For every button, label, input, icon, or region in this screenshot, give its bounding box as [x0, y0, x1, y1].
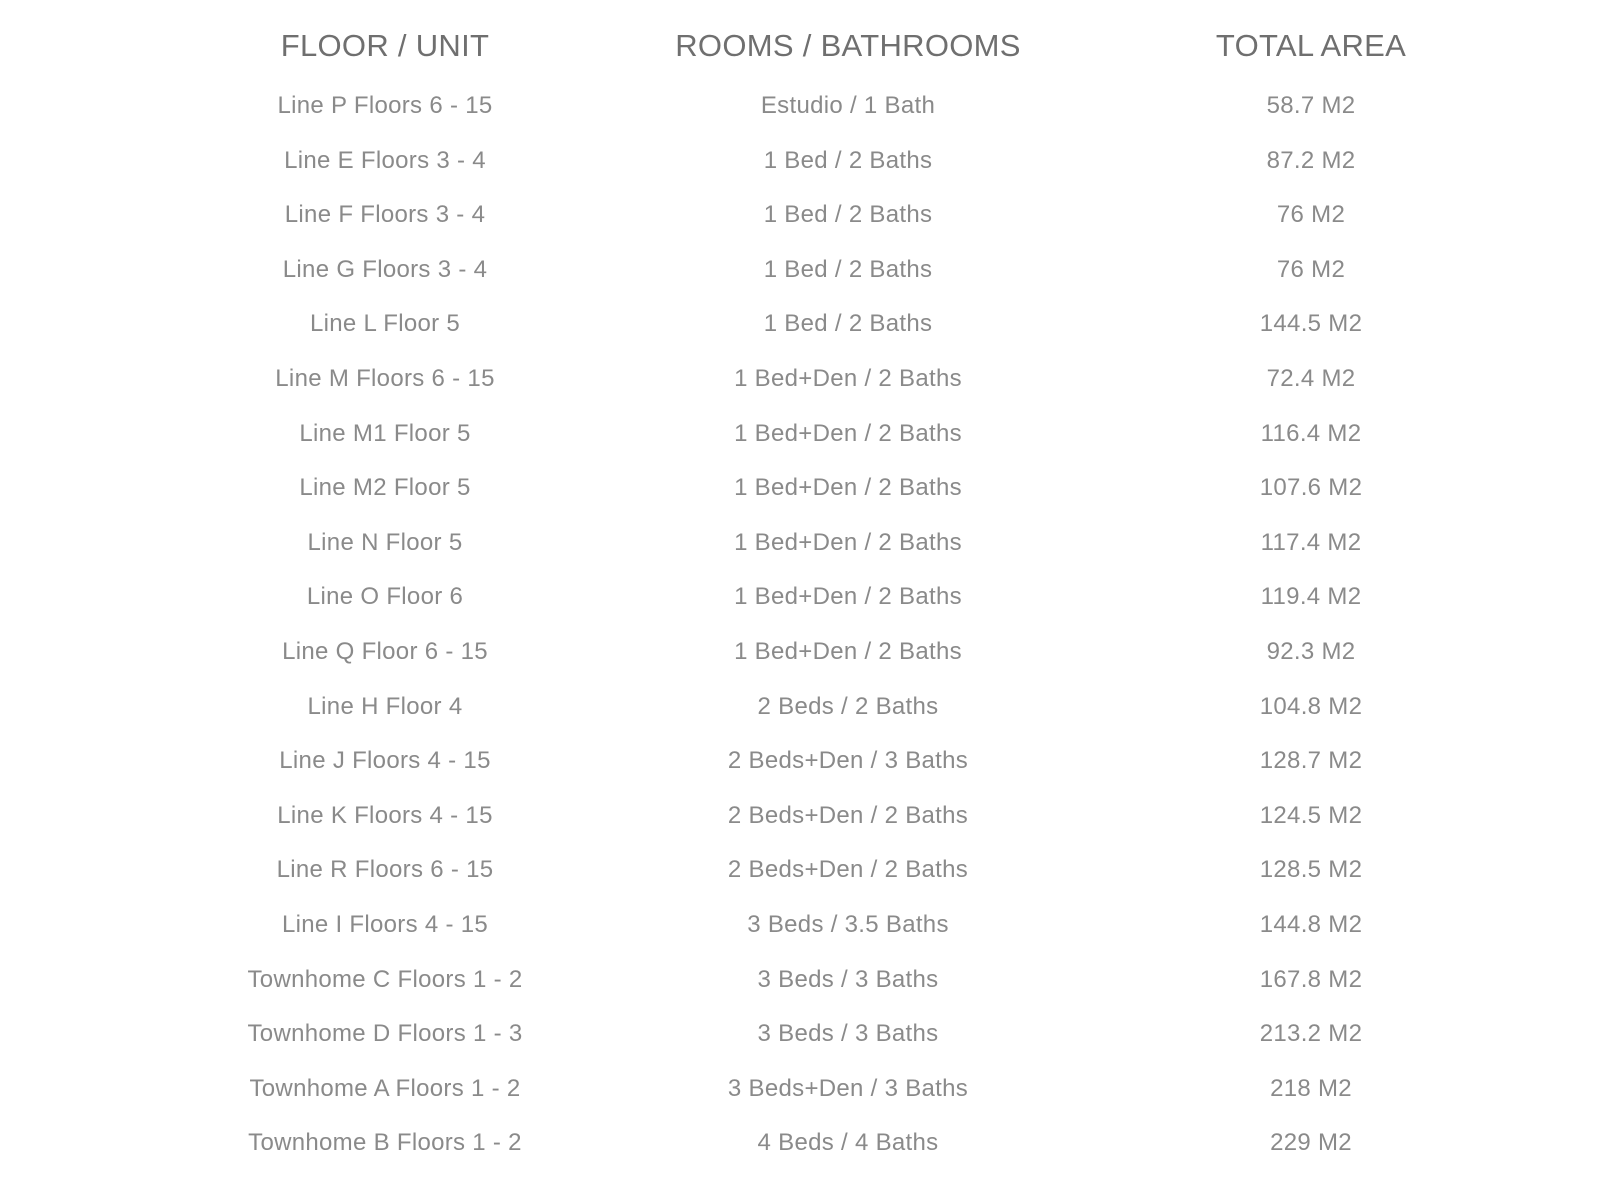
cell-total-area: 107.6 M2 [1259, 474, 1363, 502]
cell-rooms-bathrooms: 1 Bed+Den / 2 Baths [734, 365, 962, 392]
cell-total-area: 72.4 M2 [1266, 365, 1356, 392]
cell-floor-unit: Line K Floors 4 - 15 [277, 801, 493, 829]
cell-total-area: 119.4 M2 [1260, 583, 1362, 611]
cell-total-area: 124.5 M2 [1259, 801, 1363, 829]
cell-rooms-bathrooms: 3 Beds / 3 Baths [757, 1020, 939, 1048]
table-row [0, 1123, 1600, 1163]
cell-floor-unit: Line O Floor 6 [306, 583, 464, 611]
table-header-row [0, 22, 1600, 70]
table-row [0, 304, 1600, 344]
table-row [0, 850, 1600, 890]
cell-total-area: 213.2 M2 [1259, 1020, 1363, 1048]
cell-floor-unit: Line H Floor 4 [307, 692, 463, 720]
cell-total-area: 229 M2 [1270, 1129, 1352, 1157]
cell-floor-unit: Line M Floors 6 - 15 [275, 365, 495, 392]
cell-floor-unit: Line G Floors 3 - 4 [282, 255, 488, 283]
cell-floor-unit: Line N Floor 5 [307, 528, 463, 556]
cell-total-area: 128.5 M2 [1259, 856, 1363, 884]
cell-total-area: 144.5 M2 [1259, 310, 1363, 338]
table-row [0, 741, 1600, 781]
cell-rooms-bathrooms: 1 Bed+Den / 2 Baths [734, 528, 962, 556]
cell-total-area: 76 M2 [1276, 255, 1346, 283]
cell-floor-unit: Line M2 Floor 5 [299, 474, 471, 502]
cell-total-area: 116.4 M2 [1260, 419, 1362, 447]
cell-floor-unit: Line I Floors 4 - 15 [281, 911, 489, 938]
table-row [0, 796, 1600, 836]
cell-floor-unit: Line M1 Floor 5 [299, 419, 471, 447]
header-floor-unit: FLOOR / UNIT [280, 28, 490, 63]
cell-rooms-bathrooms: 4 Beds / 4 Baths [757, 1129, 939, 1157]
table-row [0, 1014, 1600, 1054]
cell-rooms-bathrooms: 1 Bed / 2 Baths [763, 310, 933, 338]
table-row [0, 414, 1600, 454]
cell-total-area: 92.3 M2 [1266, 638, 1356, 665]
cell-rooms-bathrooms: 1 Bed+Den / 2 Baths [734, 419, 962, 447]
cell-floor-unit: Line E Floors 3 - 4 [284, 146, 486, 174]
cell-rooms-bathrooms: 3 Beds / 3 Baths [757, 965, 939, 993]
cell-total-area: 58.7 M2 [1266, 92, 1356, 119]
table-row [0, 359, 1600, 399]
cell-floor-unit: Townhome D Floors 1 - 3 [247, 1020, 523, 1048]
cell-rooms-bathrooms: 1 Bed / 2 Baths [763, 201, 933, 229]
cell-total-area: 128.7 M2 [1259, 747, 1363, 775]
cell-floor-unit: Line J Floors 4 - 15 [279, 747, 491, 775]
table-row [0, 468, 1600, 508]
table-row [0, 1069, 1600, 1109]
cell-floor-unit: Line F Floors 3 - 4 [284, 201, 486, 229]
cell-total-area: 144.8 M2 [1259, 911, 1363, 938]
cell-rooms-bathrooms: 1 Bed+Den / 2 Baths [734, 474, 962, 502]
cell-rooms-bathrooms: 1 Bed+Den / 2 Baths [734, 583, 962, 611]
cell-total-area: 104.8 M2 [1259, 692, 1363, 720]
cell-rooms-bathrooms: 1 Bed / 2 Baths [763, 146, 933, 174]
table-row [0, 141, 1600, 181]
cell-rooms-bathrooms: 1 Bed / 2 Baths [763, 255, 933, 283]
table-row [0, 905, 1600, 945]
cell-total-area: 87.2 M2 [1266, 146, 1356, 174]
cell-total-area: 117.4 M2 [1260, 528, 1362, 556]
cell-floor-unit: Townhome C Floors 1 - 2 [247, 965, 523, 993]
table-row [0, 577, 1600, 617]
cell-rooms-bathrooms: 2 Beds+Den / 2 Baths [727, 856, 969, 884]
cell-floor-unit: Line Q Floor 6 - 15 [282, 638, 488, 665]
table-row [0, 687, 1600, 727]
cell-floor-unit: Line P Floors 6 - 15 [277, 92, 493, 119]
cell-rooms-bathrooms: 1 Bed+Den / 2 Baths [734, 638, 962, 665]
header-rooms-bathrooms: ROOMS / BATHROOMS [675, 28, 1021, 63]
cell-floor-unit: Townhome B Floors 1 - 2 [248, 1129, 522, 1157]
cell-rooms-bathrooms: 3 Beds+Den / 3 Baths [727, 1074, 969, 1102]
table-row [0, 632, 1600, 672]
cell-total-area: 76 M2 [1276, 201, 1346, 229]
cell-rooms-bathrooms: 2 Beds+Den / 2 Baths [727, 801, 969, 829]
table-row [0, 250, 1600, 290]
cell-floor-unit: Townhome A Floors 1 - 2 [249, 1074, 521, 1102]
cell-floor-unit: Line R Floors 6 - 15 [276, 856, 494, 884]
cell-floor-unit: Line L Floor 5 [309, 310, 461, 338]
table-row [0, 195, 1600, 235]
header-total-area: TOTAL AREA [1215, 28, 1407, 63]
cell-rooms-bathrooms: 3 Beds / 3.5 Baths [747, 911, 949, 938]
table-row [0, 523, 1600, 563]
table-row [0, 86, 1600, 126]
cell-rooms-bathrooms: Estudio / 1 Bath [760, 92, 936, 119]
cell-rooms-bathrooms: 2 Beds+Den / 3 Baths [727, 747, 969, 775]
cell-total-area: 167.8 M2 [1259, 965, 1363, 993]
table-row [0, 960, 1600, 1000]
cell-rooms-bathrooms: 2 Beds / 2 Baths [757, 692, 939, 720]
cell-total-area: 218 M2 [1270, 1074, 1352, 1102]
